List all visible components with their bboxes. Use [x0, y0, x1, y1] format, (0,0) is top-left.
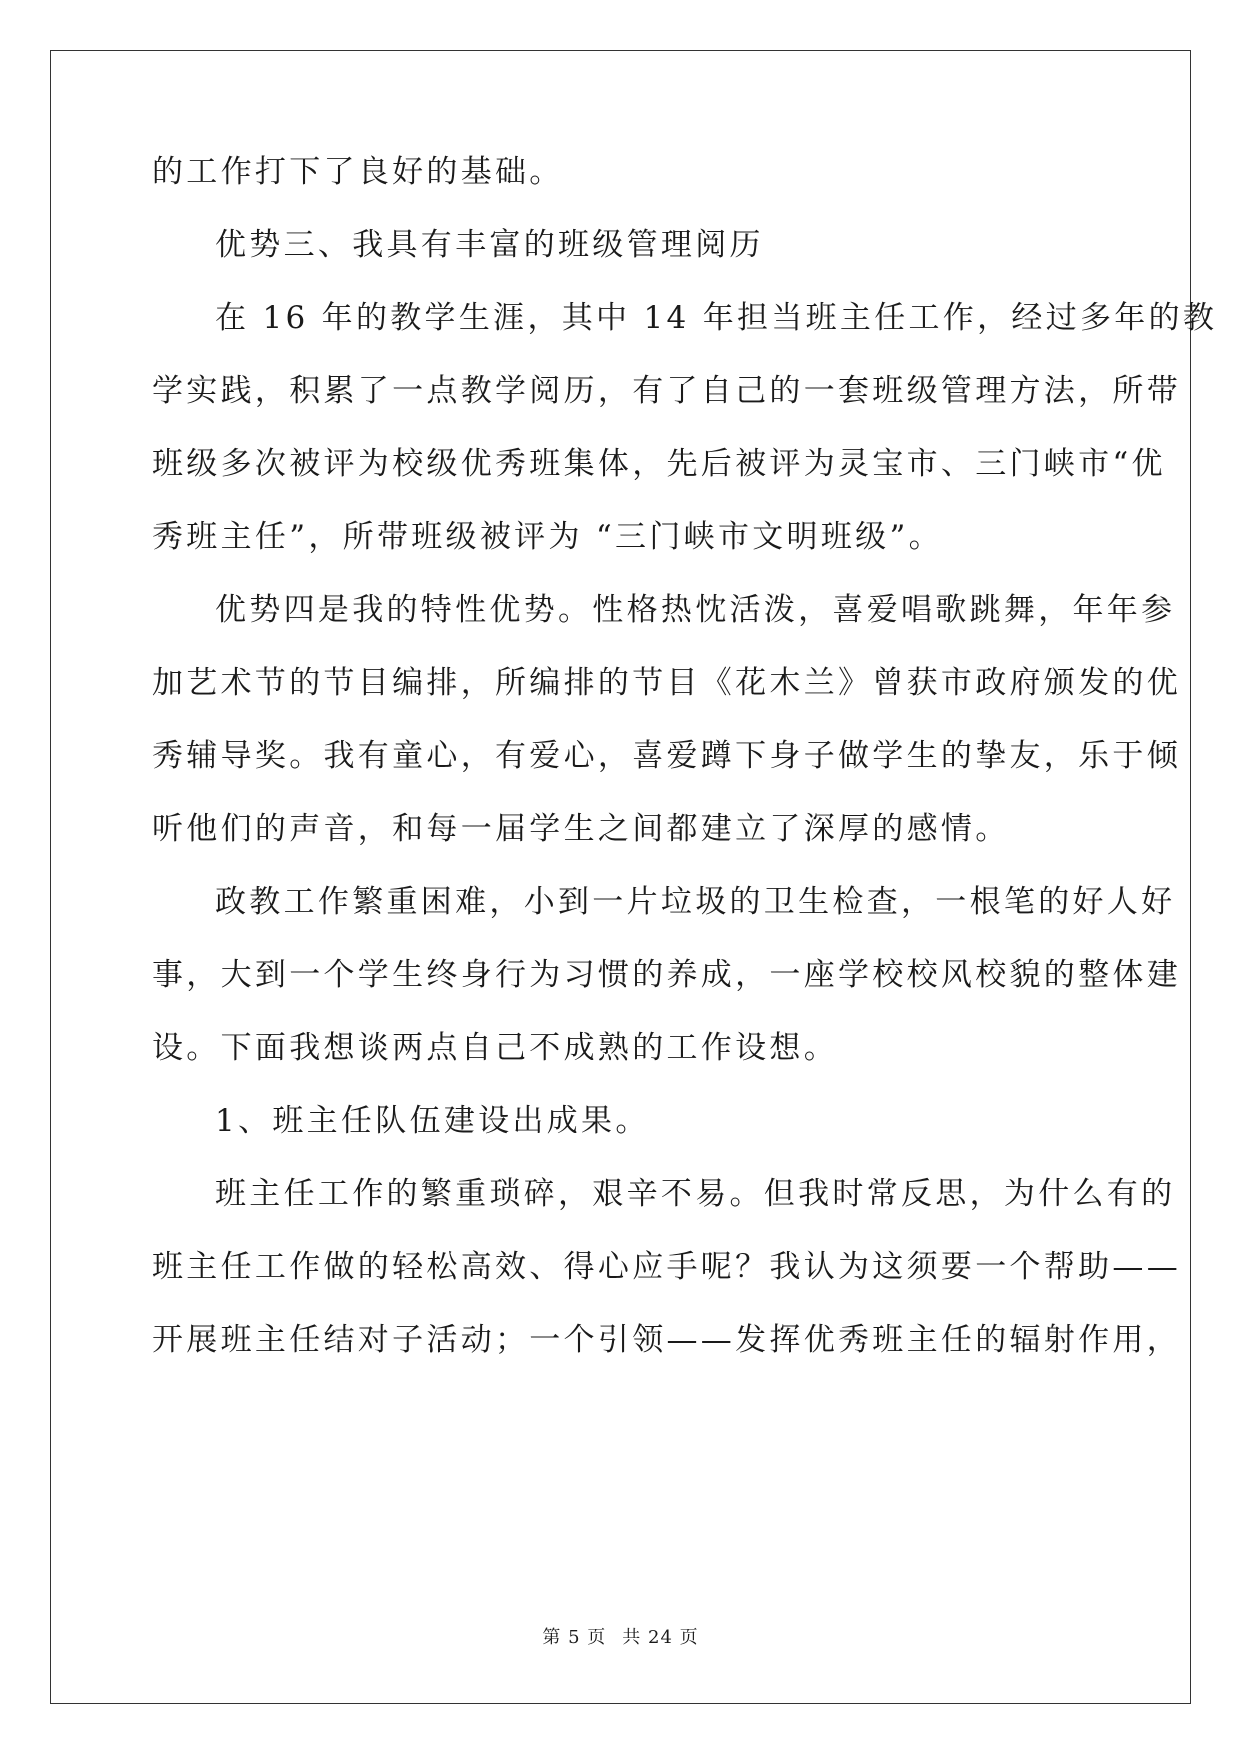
text-line: 优势四是我的特性优势。性格热忱活泼，喜爱唱歌跳舞，年年参: [215, 592, 1176, 628]
text-line: 学实践，积累了一点教学阅历，有了自己的一套班级管理方法，所带: [152, 373, 1181, 409]
text-line: 开展班主任结对子活动；一个引领——发挥优秀班主任的辐射作用，: [152, 1322, 1181, 1358]
text-line: 班主任工作做的轻松高效、得心应手呢？我认为这须要一个帮助——: [152, 1249, 1181, 1285]
section-heading: 1、班主任队伍建设出成果。: [215, 1103, 650, 1139]
page-number: 第 5 页: [542, 1627, 607, 1648]
text-line: 听他们的声音，和每一届学生之间都建立了深厚的感情。: [152, 811, 1010, 847]
text-line: 在 16 年的教学生涯，其中 14 年担当班主任工作，经过多年的教: [215, 300, 1218, 336]
text-line: 设。下面我想谈两点自己不成熟的工作设想。: [152, 1030, 838, 1066]
text-line: 班主任工作的繁重琐碎，艰辛不易。但我时常反思，为什么有的: [215, 1176, 1176, 1212]
text-line: 的工作打下了良好的基础。: [152, 154, 564, 190]
text-line: 秀辅导奖。我有童心，有爱心，喜爱蹲下身子做学生的挚友，乐于倾: [152, 738, 1181, 774]
section-heading: 优势三、我具有丰富的班级管理阅历: [215, 227, 764, 263]
text-line: 加艺术节的节目编排，所编排的节目《花木兰》曾获市政府颁发的优: [152, 665, 1181, 701]
page-footer: [0, 1623, 1241, 1649]
text-line: 秀班主任”，所带班级被评为 “三门峡市文明班级”。: [152, 519, 943, 555]
text-line: 事，大到一个学生终身行为习惯的养成，一座学校校风校貌的整体建: [152, 957, 1181, 993]
text-line: 班级多次被评为校级优秀班集体，先后被评为灵宝市、三门峡市“优: [152, 446, 1166, 482]
page-total: 共 24 页: [622, 1627, 699, 1648]
text-line: 政教工作繁重困难，小到一片垃圾的卫生检查，一根笔的好人好: [215, 884, 1176, 920]
